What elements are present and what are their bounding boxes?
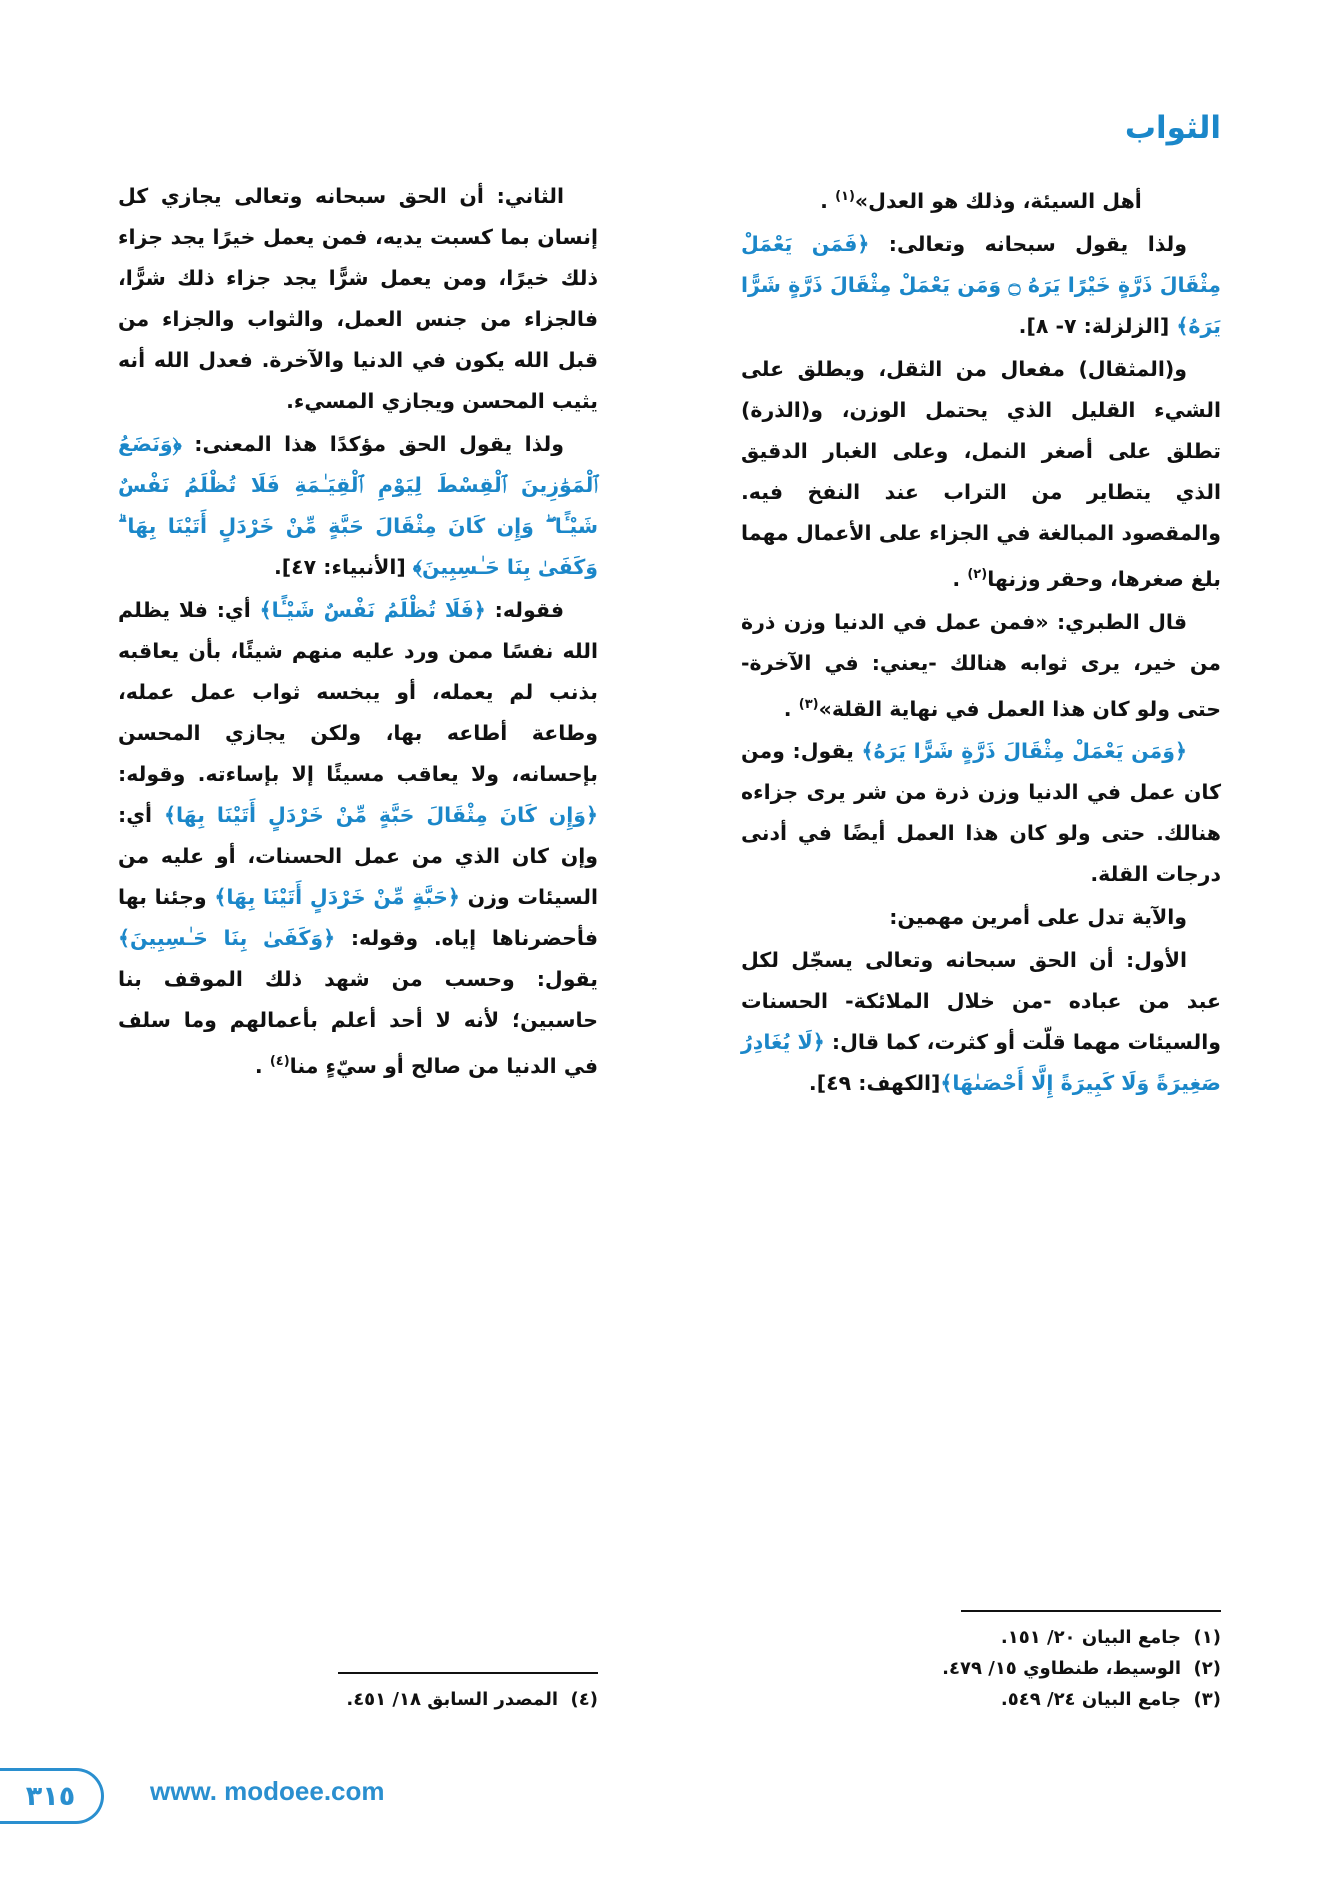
paragraph: ولذا يقول الحق مؤكدًا هذا المعنى: ﴿وَنَضَعُ ٱلْمَوَٰزِينَ ٱلْقِسْطَ لِيَوْمِ ٱلْقِيَـٰمَةِ فَلَا تُظْلَمُ نَفْسٌ شَيْـًٔا ۖ وَإِن كَانَ مِثْقَالَ حَبَّةٍ مِّنْ خَرْدَلٍ أَتَيْنَا بِهَا ۗ وَكَفَىٰ بِنَا حَـٰسِبِينَ﴾ [الأنبياء: ٤٧]. [118, 432, 598, 579]
footnotes-right [741, 1610, 1221, 1715]
paragraph: فقوله: ﴿فَلَا تُظْلَمُ نَفْسٌ شَيْـًٔا﴾ أي: فلا يظلم الله نفسًا ممن ورد عليه منهم شيئًا، بأن يعاقبه بذنب لم يعمله، أو يبخسه ثواب عمل عمله، وطاعة أطاعه بها، ولكن يجازي المحسن بإحسانه، ولا يعاقب مسيئًا إلا بإساءته. وقوله: ﴿وَإِن كَانَ مِثْقَالَ حَبَّةٍ مِّنْ خَرْدَلٍ أَتَيْنَا بِهَا﴾ أي: وإن كان الذي من عمل الحسنات، أو عليه من السيئات وزن ﴿حَبَّةٍ مِّنْ خَرْدَلٍ أَتَيْنَا بِهَا﴾ وجئنا بها فأحضرناها إياه. وقوله: ﴿وَكَفَىٰ بِنَا حَـٰسِبِينَ﴾ يقول: وحسب من شهد ذلك الموقف بنا حاسبين؛ لأنه لا أحد أعلم بأعمالهم وما سلف في الدنيا من صالح أو سيّءٍ منا$^{(٤)}$ . [118, 598, 598, 1078]
paragraph: والآية تدل على أمرين مهمين: [889, 905, 1187, 930]
footnotes-left [118, 1672, 598, 1715]
page-footer [0, 1762, 1339, 1832]
paragraph: الأول: أن الحق سبحانه وتعالى يسجّل لكل عبد من عباده -من خلال الملائكة- الحسنات والسيئات مهما قلّت أو كثرت، كما قال: ﴿لَا يُغَادِرُ صَغِيرَةً وَلَا كَبِيرَةً إِلَّا أَحْصَىٰهَا﴾[الكهف: ٤٩]. [741, 948, 1222, 1096]
footnote-item [741, 1653, 1221, 1684]
footnote-item [741, 1622, 1221, 1653]
page-header [118, 110, 1221, 170]
column-left [118, 176, 598, 1715]
paragraph: ﴿وَمَن يَعْمَلْ مِثْقَالَ ذَرَّةٍ شَرًّا يَرَهُ﴾ يقول: ومن كان عمل في الدنيا وزن ذرة من شر يرى جزاءه هنالك. حتى ولو كان هذا العمل أيضًا في أدنى درجات القلة. [741, 739, 1221, 887]
footnote-item [118, 1684, 598, 1715]
paragraph: الثاني: أن الحق سبحانه وتعالى يجازي كل إنسان بما كسبت يديه، فمن يعمل خيرًا يجد جزاء ذلك خيرًا، ومن يعمل شرًّا يجد جزاء ذلك شرًّا، فالجزاء من جنس العمل، والثواب والجزاء من قبل الله يكون في الدنيا والآخرة. فعدل الله أنه يثيب المحسن ويجازي المسيء. [118, 184, 598, 413]
text-columns [118, 176, 1221, 1715]
page-number: ٣١٥ [0, 1768, 104, 1824]
page-title: الثواب [1124, 110, 1221, 146]
paragraph: قال الطبري: «فمن عمل في الدنيا وزن ذرة من خير، يرى ثوابه هنالك -يعني: في الآخرة- حتى ولو كان هذا العمل في نهاية القلة»$^{(٣)}$ . [741, 609, 1221, 721]
footnote-item [741, 1684, 1221, 1715]
footnote-text: جامع البيان ٢٤/ ٥٤٩. [1000, 1689, 1181, 1710]
footnote-divider [961, 1610, 1221, 1612]
footnote-number: (٤) [570, 1689, 598, 1710]
footnote-divider [338, 1672, 598, 1674]
paragraph: و(المثقال) مفعال من الثقل، ويطلق على الشيء القليل الذي يحتمل الوزن، و(الذرة) تطلق على أصغر النمل، وعلى الغبار الدقيق الذي يتطاير من التراب عند النفخ فيه. والمقصود المبالغة في الجزاء على الأعمال مهما بلغ صغرها، وحقر وزنها$^{(٢)}$ . [741, 356, 1221, 591]
footnote-text: المصدر السابق ١٨/ ٤٥١. [346, 1689, 558, 1710]
column-right [741, 176, 1221, 1715]
site-url[interactable]: www. modoee.com [150, 1776, 385, 1806]
paragraph: ولذا يقول سبحانه وتعالى: ﴿فَمَن يَعْمَلْ مِثْقَالَ ذَرَّةٍ خَيْرًا يَرَهُ ۝ وَمَن يَعْمَلْ مِثْقَالَ ذَرَّةٍ شَرًّا يَرَهُ﴾ [الزلزلة: ٧- ٨]. [741, 231, 1221, 338]
footnote-text: جامع البيان ٢٠/ ١٥١. [1000, 1627, 1181, 1648]
paragraph: أهل السيئة، وذلك هو العدل»$^{(١)}$ . [820, 188, 1142, 213]
footnote-text: الوسيط، طنطاوي ١٥/ ٤٧٩. [942, 1658, 1181, 1679]
footnote-number: (١) [1193, 1627, 1221, 1648]
footnote-number: (٢) [1193, 1658, 1221, 1679]
footnote-number: (٣) [1193, 1689, 1221, 1710]
